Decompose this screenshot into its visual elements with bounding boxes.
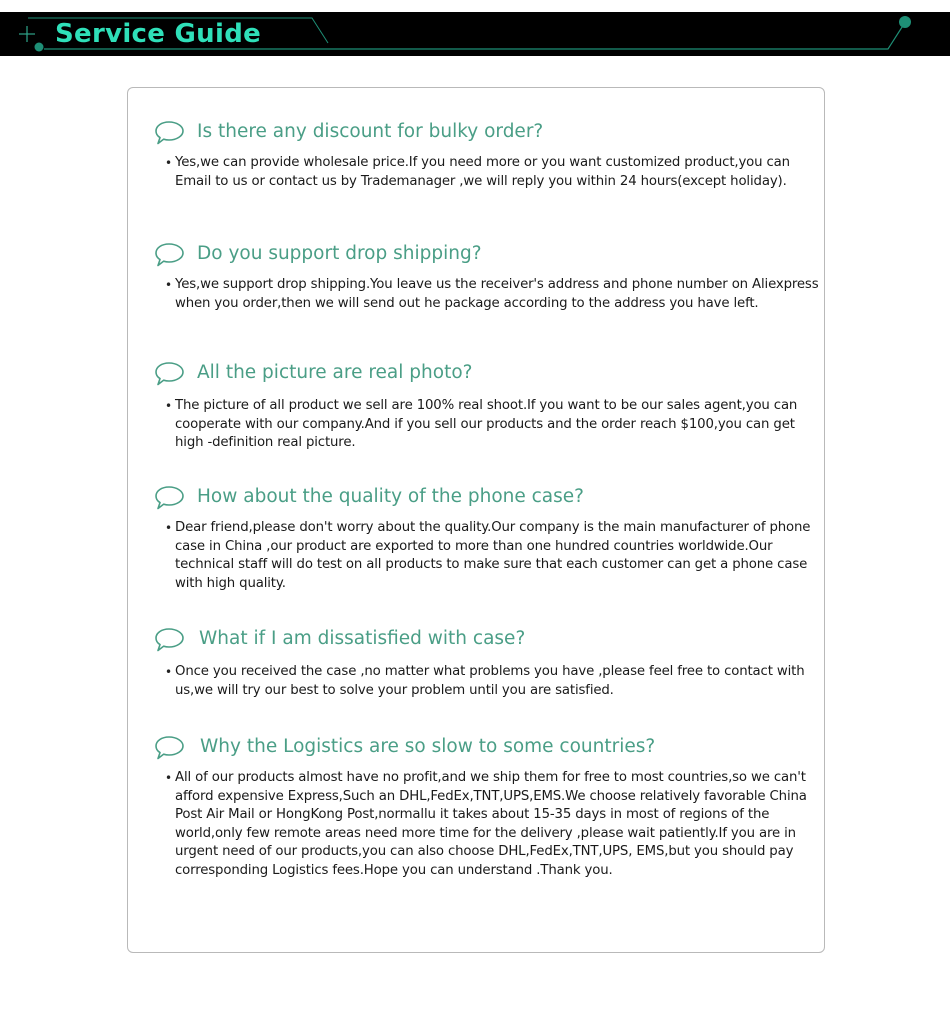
faq-answer: Yes,we support drop shipping.You leave us the receiver's address and phone number on Aliexpress when you order,then we will send out he package according to the address you have left.	[175, 277, 819, 311]
speech-bubble-icon	[154, 735, 186, 761]
faq-question: Is there any discount for bulky order?	[197, 121, 544, 142]
header-banner	[0, 12, 950, 56]
bullet-icon: •	[165, 521, 173, 535]
faq-answer: Once you received the case ,no matter what problems you have ,please feel free to contact with us,we will try our best to solve your problem until you are satisfied.	[175, 664, 805, 698]
faq-answer: The picture of all product we sell are 100% real shoot.If you want to be our sales agent,you can cooperate with our company.And if you sell our products and the order reach $100,you can get high -definition real picture.	[175, 398, 798, 451]
faq-item	[154, 733, 824, 881]
faq-question: Why the Logistics are so slow to some countries?	[200, 736, 656, 757]
faq-answer: All of our products almost have no profit,and we ship them for free to most countries,so we can't afford expensive Express,Such an DHL,FedEx,TNT,UPS,EMS.We choose relatively favorable China Post Air Mail or HongKong Post,normallu it takes about 15-35 days in most of regions of the world,only few remote areas need more time for the delivery ,please wait patiently.If you are in urgent need of our products,you can also choose DHL,FedEx,TNT,UPS, EMS,but you should pay corresponding Logistics fees.Hope you can understand .Thank you.	[175, 770, 807, 878]
faq-item	[154, 240, 824, 313]
speech-bubble-icon	[154, 627, 186, 653]
faq-item	[154, 118, 824, 191]
faq-answer: Yes,we can provide wholesale price.If you need more or you want customized product,you can Email to us or contact us by Trademanager ,we will reply you within 24 hours(except holiday).	[175, 155, 790, 189]
speech-bubble-icon	[154, 485, 186, 511]
faq-item	[154, 483, 824, 593]
bullet-icon: •	[165, 278, 173, 292]
bullet-icon: •	[165, 771, 173, 785]
bullet-icon: •	[165, 399, 173, 413]
faq-question: What if I am dissatisfied with case?	[199, 628, 526, 649]
speech-bubble-icon	[154, 242, 186, 268]
page-title: Service Guide	[55, 19, 262, 49]
faq-question: All the picture are real photo?	[197, 362, 473, 383]
speech-bubble-icon	[154, 120, 186, 146]
faq-answer: Dear friend,please don't worry about the quality.Our company is the main manufacturer of phone case in China ,our product are exported to more than one hundred countries worldwide.Our technical staff will do test on all products to make sure that each customer can get a phone case with high quality.	[175, 520, 811, 591]
faq-item	[154, 625, 824, 700]
bullet-icon: •	[165, 665, 173, 679]
bullet-icon: •	[165, 156, 173, 170]
faq-item	[154, 359, 824, 453]
faq-question: How about the quality of the phone case?	[197, 486, 584, 507]
faq-question: Do you support drop shipping?	[197, 243, 482, 264]
speech-bubble-icon	[154, 361, 186, 387]
